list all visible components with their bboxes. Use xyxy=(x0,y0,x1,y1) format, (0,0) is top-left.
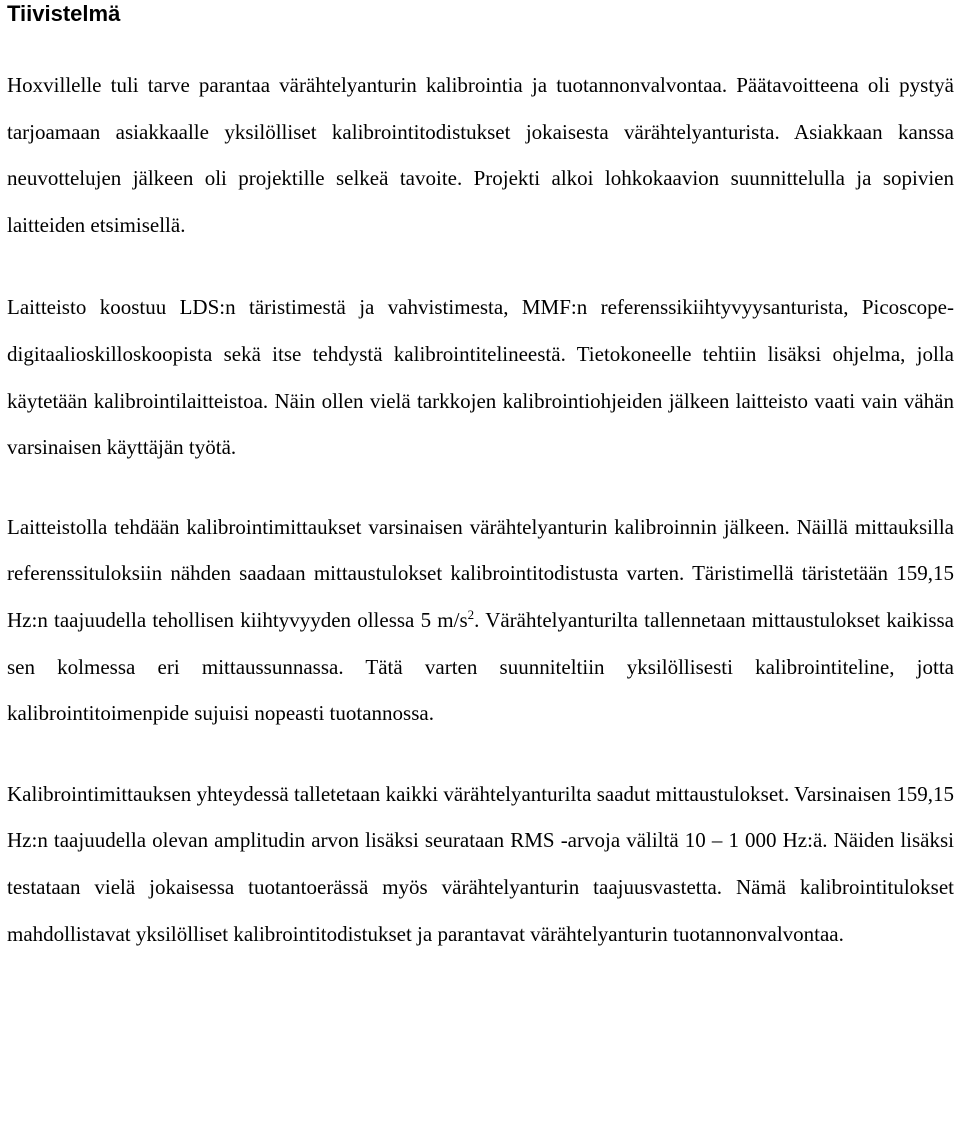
paragraph-goal: Hoxvillelle tuli tarve parantaa värähtelyanturin kalibrointia ja tuotannonvalvontaa. Päätavoitteena oli pystyä tarjoamaan asiakkaalle yksilölliset kalibrointitodistukset jokaisesta värähtelyanturista. Asiakkaan kanssa neuvottelujen jälkeen oli projektille selkeä tavoite. Projekti alkoi lohkokaavion suunnittelulla ja sopivien laitteiden etsimisellä. xyxy=(7,73,954,237)
page-title: Tiivistelmä xyxy=(7,1,121,26)
paragraph-equipment: Laitteisto koostuu LDS:n täristimestä ja vahvistimesta, MMF:n referenssikiihtyvyysanturista, Picoscope-digitaalioskilloskoopista sekä itse tehdystä kalibrointitelineestä. Tietokoneelle tehtiin lisäksi ohjelma, jolla käytetään kalibrointilaitteistoa. Näin ollen vielä tarkkojen kalibrointiohjeiden jälkeen laitteisto vaati vain vähän varsinaisen käyttäjän työtä. xyxy=(7,295,954,460)
paragraph-results: Kalibrointimittauksen yhteydessä talletetaan kaikki värähtelyanturilta saadut mittaustulokset. Varsinaisen 159,15 Hz:n taajuudella olevan amplitudin arvon lisäksi seurataan RMS -arvoja väliltä 10 – 1 000 Hz:ä. Näiden lisäksi testataan vielä jokaisessa tuotantoerässä myös värähtelyanturin taajuusvastetta. Nämä kalibrointitulokset mahdollistavat yksilölliset kalibrointitodistukset ja parantavat värähtelyanturin tuotannonvalvontaa. xyxy=(7,781,954,946)
document-page xyxy=(7,0,954,957)
paragraph-measurements-text-a: Laitteistolla tehdään kalibrointimittaukset varsinaisen värähtelyanturin kalibroinnin jälkeen. Näillä mittauksilla referenssituloksiin nähden saadaan mittaustulokset kalibrointitodistusta varten. Täristimellä täristetään 159,15 Hz:n taajuudella tehollisen kiihtyvyyden ollessa 5 m/s xyxy=(7,514,954,632)
paragraph-measurements xyxy=(7,504,954,737)
superscript-exponent: 2 xyxy=(467,606,475,622)
paragraph-measurements-text-b: . Värähtelyanturilta tallennetaan mittaustulokset kaikissa sen kolmessa eri mittaussunnassa. Tätä varten suunniteltiin yksilöllisesti kalibrointiteline, jotta kalibrointitoimenpide sujuisi nopeasti tuotannossa. xyxy=(7,607,954,726)
